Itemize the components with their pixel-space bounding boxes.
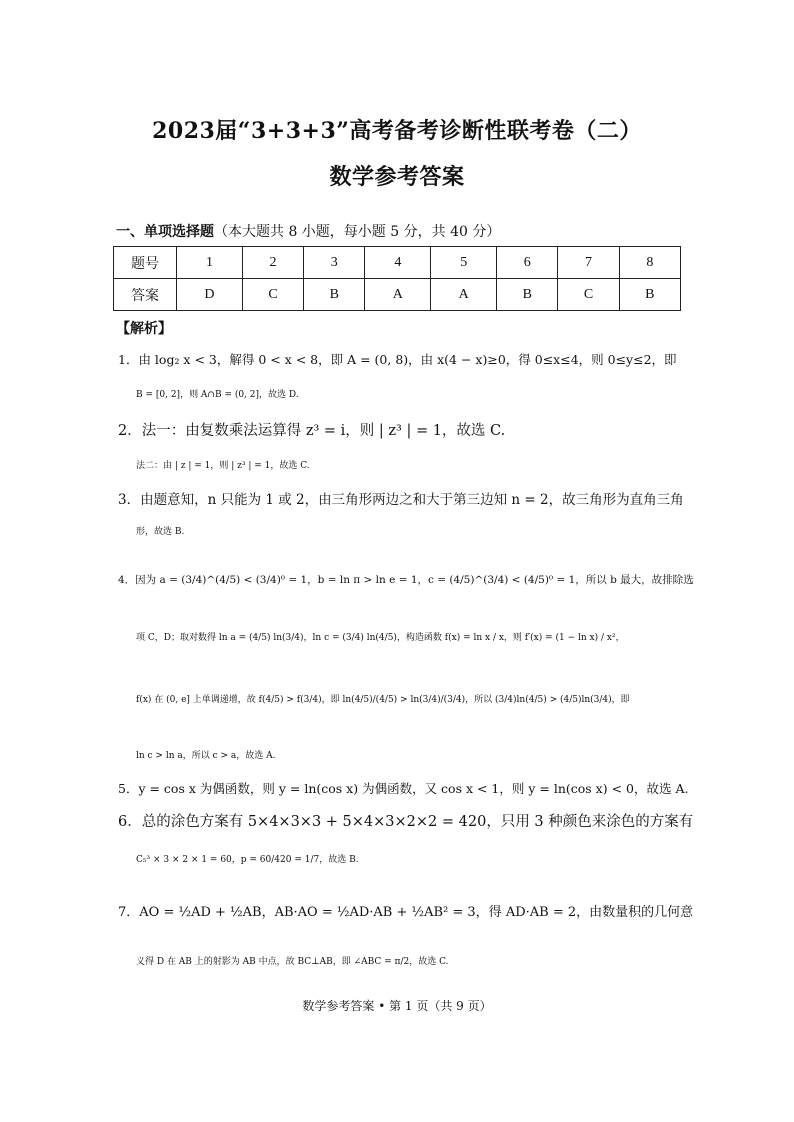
table-cell: B (497, 279, 558, 311)
table-row-answers (114, 279, 681, 311)
solution-line: 形，故选 B. (136, 527, 185, 537)
solution-line: 1．由 log₂ x < 3，解得 0 < x < 8，即 A = (0, 8)，由 x(4 − x)≥0，得 0≤x≤4，则 0≤y≤2，即 (118, 352, 677, 367)
solution-line: 6．总的涂色方案有 5×4×3×3 + 5×4×3×2×2 = 420，只用 3 种颜色来涂色的方案有 (118, 814, 694, 830)
solution-line: 项 C，D；取对数得 ln a = (4/5) ln(3/4)，ln c = (3/4) ln(4/5)，构造函数 f(x) = ln x / x，则 f′(x) = (1 − ln x) / x²， (136, 633, 625, 643)
section-note: （本大题共 8 小题，每小题 5 分，共 40 分） (214, 224, 501, 240)
solution-line: B = [0, 2]，则 A∩B = (0, 2]，故选 D. (136, 390, 299, 400)
analysis-label: 【解析】 (116, 321, 172, 337)
title-line-2: 数学参考答案 (329, 164, 465, 190)
solution-line: 4．因为 a = (3/4)^(4/5) < (3/4)⁰ = 1，b = ln π > ln e = 1，c = (4/5)^(3/4) < (4/5)⁰ = 1，所以 b 最大，故排除选 (118, 574, 694, 586)
solution-line: 义得 D 在 AB 上的射影为 AB 中点，故 BC⊥AB，即 ∠ABC = π/2，故选 C. (136, 957, 449, 967)
solution-line: 2．法一：由复数乘法运算得 z³ = i，则 | z³ | = 1，故选 C. (118, 423, 506, 439)
solution-line: 7．AO = ½AD + ½AB，AB·AO = ½AD·AB + ½AB² = 3，得 AD·AB = 2，由数量积的几何意 (118, 905, 694, 920)
table-cell: 5 (431, 247, 497, 279)
answer-table (113, 246, 681, 311)
section-title: 一、单项选择题 (116, 224, 214, 240)
table-cell: 7 (558, 247, 619, 279)
table-cell: D (177, 279, 243, 311)
table-cell: B (619, 279, 680, 311)
table-cell: 1 (177, 247, 243, 279)
solution-line: C₅³ × 3 × 2 × 1 = 60，p = 60/420 = 1/7，故选 B. (136, 855, 359, 865)
table-cell: B (304, 279, 365, 311)
table-cell: A (365, 279, 431, 311)
table-cell: C (558, 279, 619, 311)
solution-line: ln c > ln a，所以 c > a，故选 A. (136, 751, 276, 761)
row-label-number: 题号 (114, 247, 177, 279)
table-cell: 4 (365, 247, 431, 279)
solution-line: 3．由题意知，n 只能为 1 或 2，由三角形两边之和大于第三边知 n = 2，故三角形为直角三角 (118, 492, 684, 508)
table-cell: 2 (242, 247, 303, 279)
solution-line: f(x) 在 (0, e] 上单调递增，故 f(4/5) > f(3/4)，即 ln(4/5)/(4/5) > ln(3/4)/(3/4)，所以 (3/4)ln(4/5) > (4/5)ln(3/4)，即 (136, 695, 630, 705)
section-heading (116, 221, 500, 241)
row-label-answer: 答案 (114, 279, 177, 311)
table-cell: A (431, 279, 497, 311)
table-cell: C (242, 279, 303, 311)
page-footer: 数学参考答案 • 第 1 页（共 9 页） (302, 999, 492, 1013)
solution-line: 法二：由 | z | = 1，则 | z³ | = 1，故选 C. (136, 461, 310, 471)
table-cell: 8 (619, 247, 680, 279)
table-cell: 3 (304, 247, 365, 279)
table-cell: 6 (497, 247, 558, 279)
title-line-1: 2023届“3+3+3”高考备考诊断性联考卷（二） (152, 118, 642, 144)
table-row-numbers (114, 247, 681, 279)
solution-line: 5．y = cos x 为偶函数，则 y = ln(cos x) 为偶函数，又 cos x < 1，则 y = ln(cos x) < 0，故选 A. (118, 781, 689, 796)
